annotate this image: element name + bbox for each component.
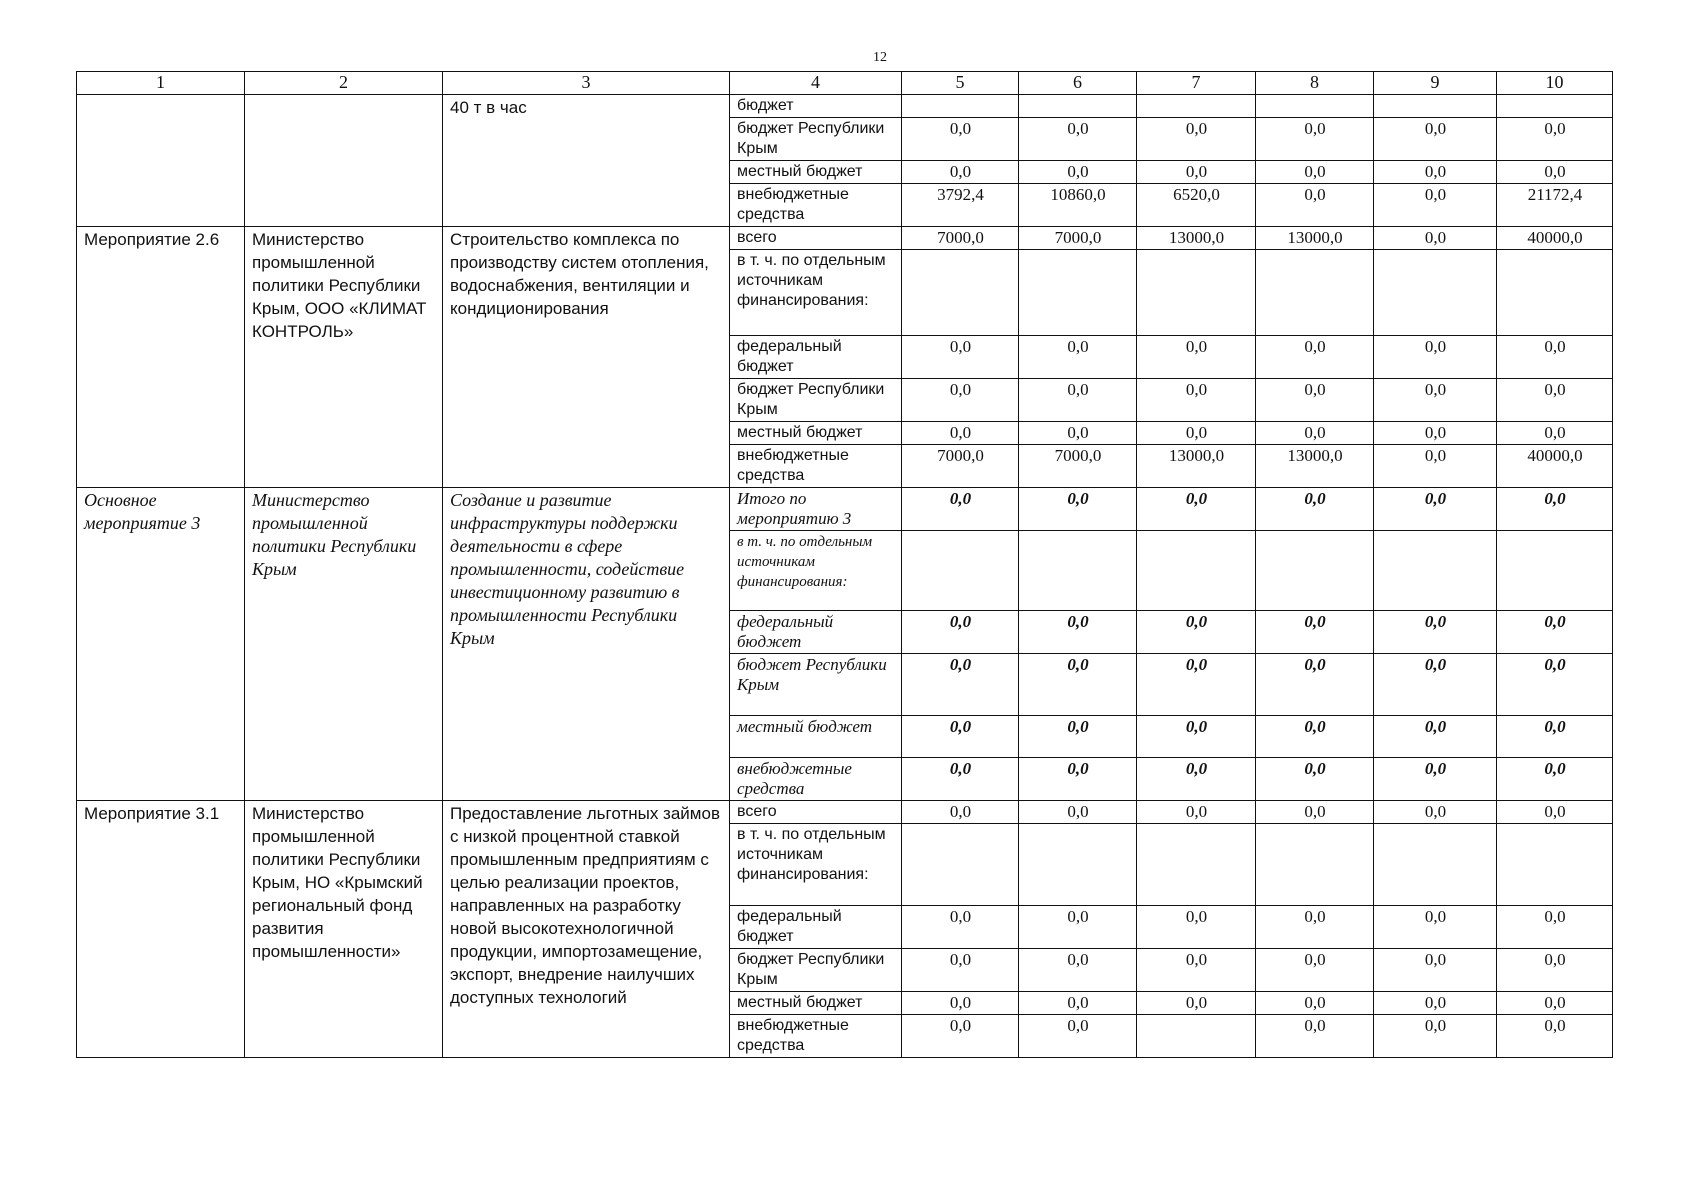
amount-cell: 6520,0 [1137, 184, 1256, 227]
amount-cell: 0,0 [1019, 654, 1137, 716]
funding-source: местный бюджет [730, 161, 902, 184]
amount-cell: 10860,0 [1019, 184, 1137, 227]
amount-cell: 0,0 [1019, 161, 1137, 184]
amount-cell: 0,0 [1374, 611, 1497, 654]
amount-cell: 0,0 [902, 949, 1019, 992]
funding-source: бюджет Республики Крым [730, 379, 902, 422]
amount-cell: 0,0 [1256, 379, 1374, 422]
amount-cell: 0,0 [1019, 336, 1137, 379]
table-body [77, 95, 1613, 1058]
funding-source: федеральный бюджет [730, 336, 902, 379]
amount-cell: 0,0 [1374, 422, 1497, 445]
amount-cell: 0,0 [1256, 949, 1374, 992]
amount-cell: 7000,0 [1019, 227, 1137, 250]
amount-cell: 0,0 [1256, 184, 1374, 227]
funding-source: местный бюджет [730, 716, 902, 758]
activity-code: Основное мероприятие 3 [77, 488, 245, 801]
table-row [77, 801, 1613, 824]
amount-cell: 0,0 [1137, 422, 1256, 445]
amount-cell: 0,0 [1374, 949, 1497, 992]
amount-cell: 0,0 [1374, 716, 1497, 758]
amount-cell [1497, 531, 1613, 611]
amount-cell: 3792,4 [902, 184, 1019, 227]
amount-cell: 0,0 [902, 716, 1019, 758]
funding-source: бюджет Республики Крым [730, 654, 902, 716]
amount-cell: 0,0 [1256, 992, 1374, 1015]
responsible-executor: Министерство промышленной политики Республики Крым [245, 488, 443, 801]
amount-cell: 0,0 [1137, 611, 1256, 654]
amount-cell: 0,0 [1019, 488, 1137, 531]
amount-cell [1019, 250, 1137, 336]
amount-cell: 0,0 [1019, 906, 1137, 949]
funding-source: местный бюджет [730, 422, 902, 445]
amount-cell: 0,0 [1019, 758, 1137, 801]
responsible-executor: Министерство промышленной политики Республики Крым, НО «Крымский региональный фонд развития промышленности» [245, 801, 443, 1058]
funding-source: федеральный бюджет [730, 906, 902, 949]
amount-cell [1374, 824, 1497, 906]
amount-cell: 0,0 [1137, 801, 1256, 824]
amount-cell: 0,0 [1256, 758, 1374, 801]
amount-cell: 0,0 [1374, 445, 1497, 488]
amount-cell [1019, 95, 1137, 118]
amount-cell [1374, 531, 1497, 611]
amount-cell: 7000,0 [902, 227, 1019, 250]
column-header: 3 [443, 72, 730, 95]
table-row [77, 95, 1613, 118]
column-header: 8 [1256, 72, 1374, 95]
amount-cell [1137, 531, 1256, 611]
amount-cell: 13000,0 [1256, 227, 1374, 250]
amount-cell [1374, 250, 1497, 336]
amount-cell: 0,0 [1374, 992, 1497, 1015]
amount-cell: 0,0 [902, 1015, 1019, 1058]
table-row [77, 227, 1613, 250]
table-row [77, 488, 1613, 531]
amount-cell: 0,0 [1256, 1015, 1374, 1058]
amount-cell [902, 531, 1019, 611]
amount-cell: 0,0 [1497, 611, 1613, 654]
amount-cell: 0,0 [1497, 992, 1613, 1015]
amount-cell: 40000,0 [1497, 227, 1613, 250]
amount-cell: 0,0 [1374, 379, 1497, 422]
amount-cell: 0,0 [1497, 716, 1613, 758]
amount-cell: 0,0 [1497, 949, 1613, 992]
amount-cell: 0,0 [1137, 949, 1256, 992]
amount-cell: 0,0 [1497, 1015, 1613, 1058]
activity-code [77, 95, 245, 227]
amount-cell [1497, 824, 1613, 906]
amount-cell: 0,0 [902, 161, 1019, 184]
amount-cell: 0,0 [1374, 118, 1497, 161]
amount-cell [1256, 250, 1374, 336]
amount-cell: 0,0 [1137, 906, 1256, 949]
funding-source: бюджет [730, 95, 902, 118]
amount-cell [902, 250, 1019, 336]
amount-cell: 0,0 [1497, 422, 1613, 445]
funding-source: в т. ч. по отдельным источникам финансирования: [730, 824, 902, 906]
funding-source: внебюджетные средства [730, 1015, 902, 1058]
amount-cell: 13000,0 [1137, 227, 1256, 250]
amount-cell: 0,0 [1019, 801, 1137, 824]
funding-source: бюджет Республики Крым [730, 949, 902, 992]
amount-cell [1497, 95, 1613, 118]
amount-cell [1019, 531, 1137, 611]
amount-cell: 0,0 [1497, 118, 1613, 161]
column-header: 1 [77, 72, 245, 95]
amount-cell: 0,0 [1497, 488, 1613, 531]
amount-cell: 0,0 [1256, 161, 1374, 184]
amount-cell: 0,0 [1256, 801, 1374, 824]
page-number: 12 [873, 50, 887, 65]
funding-source: внебюджетные средства [730, 758, 902, 801]
column-header: 4 [730, 72, 902, 95]
amount-cell: 7000,0 [1019, 445, 1137, 488]
amount-cell [902, 95, 1019, 118]
amount-cell: 0,0 [1137, 118, 1256, 161]
column-header: 10 [1497, 72, 1613, 95]
amount-cell [1256, 95, 1374, 118]
amount-cell: 7000,0 [902, 445, 1019, 488]
amount-cell: 0,0 [902, 758, 1019, 801]
funding-table [76, 71, 1613, 1058]
responsible-executor: Министерство промышленной политики Республики Крым, ООО «КЛИМАТ КОНТРОЛЬ» [245, 227, 443, 488]
responsible-executor [245, 95, 443, 227]
amount-cell: 13000,0 [1256, 445, 1374, 488]
header-row [77, 72, 1613, 95]
amount-cell [1137, 824, 1256, 906]
funding-source: местный бюджет [730, 992, 902, 1015]
amount-cell: 0,0 [902, 422, 1019, 445]
amount-cell [1137, 1015, 1256, 1058]
amount-cell: 0,0 [902, 379, 1019, 422]
amount-cell: 0,0 [1497, 758, 1613, 801]
amount-cell [1497, 250, 1613, 336]
amount-cell: 0,0 [1374, 906, 1497, 949]
amount-cell [1256, 824, 1374, 906]
amount-cell: 0,0 [1137, 488, 1256, 531]
amount-cell: 0,0 [902, 488, 1019, 531]
column-header: 2 [245, 72, 443, 95]
funding-source: Итого по мероприятию 3 [730, 488, 902, 531]
amount-cell: 0,0 [1019, 611, 1137, 654]
activity-description: Строительство комплекса по производству систем отопления, водоснабжения, вентиляции и кондиционирования [443, 227, 730, 488]
amount-cell: 0,0 [1497, 654, 1613, 716]
amount-cell: 0,0 [1256, 488, 1374, 531]
amount-cell: 0,0 [902, 992, 1019, 1015]
amount-cell: 0,0 [1374, 758, 1497, 801]
amount-cell: 0,0 [1256, 336, 1374, 379]
amount-cell: 0,0 [1374, 801, 1497, 824]
amount-cell [1137, 250, 1256, 336]
amount-cell: 0,0 [1137, 379, 1256, 422]
funding-source: федеральный бюджет [730, 611, 902, 654]
funding-source: в т. ч. по отдельным источникам финансирования: [730, 531, 902, 611]
amount-cell: 0,0 [1374, 336, 1497, 379]
activity-description: Создание и развитие инфраструктуры поддержки деятельности в сфере промышленности, содействие инвестиционному развитию в промышленности Республики Крым [443, 488, 730, 801]
amount-cell: 0,0 [1374, 161, 1497, 184]
amount-cell: 0,0 [1137, 161, 1256, 184]
column-header: 7 [1137, 72, 1256, 95]
activity-code: Мероприятие 3.1 [77, 801, 245, 1058]
amount-cell: 0,0 [1497, 906, 1613, 949]
funding-source: в т. ч. по отдельным источникам финансирования: [730, 250, 902, 336]
amount-cell: 0,0 [1256, 118, 1374, 161]
amount-cell: 0,0 [1137, 654, 1256, 716]
amount-cell: 0,0 [1137, 336, 1256, 379]
amount-cell: 0,0 [1374, 184, 1497, 227]
amount-cell: 40000,0 [1497, 445, 1613, 488]
funding-source: всего [730, 801, 902, 824]
amount-cell: 0,0 [902, 118, 1019, 161]
amount-cell: 0,0 [1019, 716, 1137, 758]
amount-cell: 0,0 [1019, 992, 1137, 1015]
amount-cell: 0,0 [1497, 336, 1613, 379]
amount-cell: 0,0 [1497, 801, 1613, 824]
amount-cell: 0,0 [902, 801, 1019, 824]
amount-cell: 0,0 [902, 906, 1019, 949]
amount-cell: 0,0 [1137, 758, 1256, 801]
amount-cell: 0,0 [1019, 949, 1137, 992]
amount-cell: 0,0 [1374, 1015, 1497, 1058]
amount-cell: 0,0 [1497, 161, 1613, 184]
amount-cell: 0,0 [1137, 716, 1256, 758]
amount-cell: 21172,4 [1497, 184, 1613, 227]
amount-cell: 0,0 [902, 336, 1019, 379]
amount-cell [1256, 531, 1374, 611]
amount-cell: 0,0 [1256, 906, 1374, 949]
amount-cell [1137, 95, 1256, 118]
amount-cell: 0,0 [1019, 379, 1137, 422]
amount-cell: 0,0 [1374, 654, 1497, 716]
activity-description: 40 т в час [443, 95, 730, 227]
amount-cell: 0,0 [1019, 422, 1137, 445]
amount-cell: 0,0 [1256, 654, 1374, 716]
amount-cell: 0,0 [1019, 118, 1137, 161]
activity-code: Мероприятие 2.6 [77, 227, 245, 488]
funding-source: внебюджетные средства [730, 445, 902, 488]
amount-cell: 0,0 [902, 611, 1019, 654]
amount-cell: 0,0 [1019, 1015, 1137, 1058]
funding-source: всего [730, 227, 902, 250]
amount-cell [902, 824, 1019, 906]
activity-description: Предоставление льготных займов с низкой процентной ставкой промышленным предприятиям с целью реализации проектов, направленных на разработку новой высокотехнологичной продукции, импортозамещение, экспорт, внедрение наилучших доступных технологий [443, 801, 730, 1058]
amount-cell: 0,0 [1137, 992, 1256, 1015]
column-header: 5 [902, 72, 1019, 95]
column-header: 6 [1019, 72, 1137, 95]
funding-source: внебюджетные средства [730, 184, 902, 227]
column-header: 9 [1374, 72, 1497, 95]
amount-cell: 0,0 [1256, 716, 1374, 758]
amount-cell: 0,0 [1374, 227, 1497, 250]
amount-cell: 0,0 [1497, 379, 1613, 422]
amount-cell: 0,0 [1374, 488, 1497, 531]
amount-cell: 13000,0 [1137, 445, 1256, 488]
amount-cell: 0,0 [1256, 422, 1374, 445]
funding-source: бюджет Республики Крым [730, 118, 902, 161]
amount-cell: 0,0 [902, 654, 1019, 716]
amount-cell [1374, 95, 1497, 118]
amount-cell: 0,0 [1256, 611, 1374, 654]
amount-cell [1019, 824, 1137, 906]
